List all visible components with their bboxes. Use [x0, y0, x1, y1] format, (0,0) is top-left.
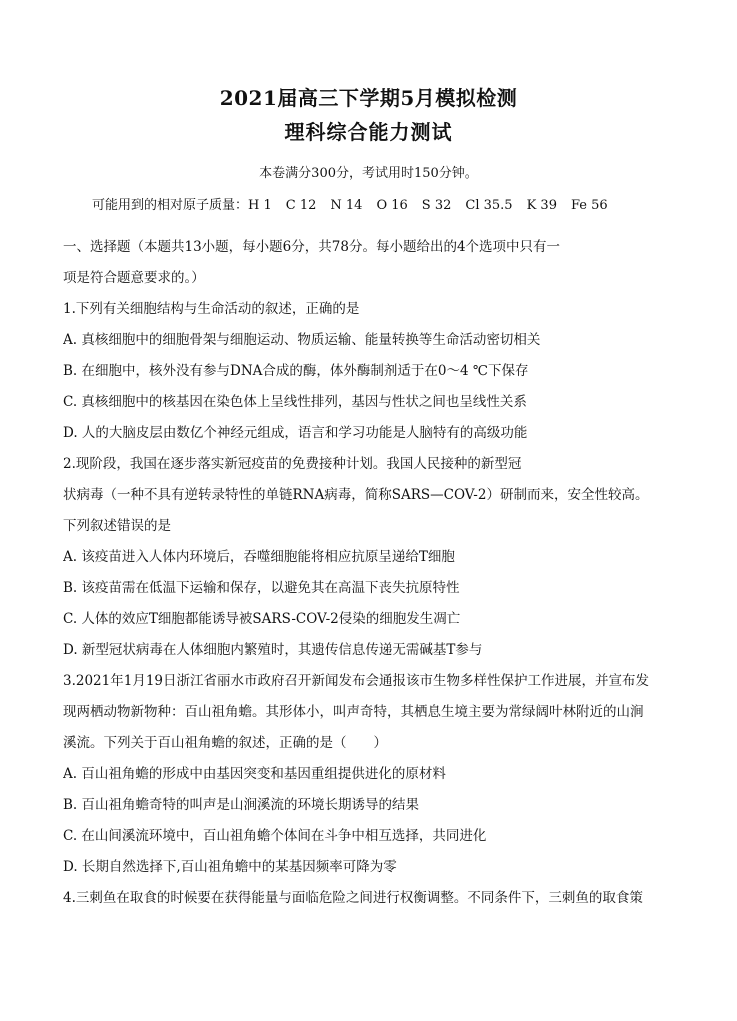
question-1-option-a: A. 真核细胞中的细胞骨架与细胞运动、物质运输、能量转换等生命活动密切相关 [63, 332, 541, 348]
section-heading: 一、选择题（本题共13小题，每小题6分，共78分。每小题给出的4个选项中只有一 [63, 239, 561, 255]
question-3-option-c: C. 在山间溪流环境中，百山祖角蟾个体间在斗争中相互选择，共同进化 [63, 828, 487, 844]
question-3-stem-cont: 溪流。下列关于百山祖角蟾的叙述，正确的是（ ） [63, 735, 387, 751]
atomic-mass-item: C 12 [285, 198, 317, 213]
question-2-option-a: A. 该疫苗进入人体内环境后，吞噬细胞能将相应抗原呈递给T细胞 [63, 549, 455, 565]
question-1-stem: 1.下列有关细胞结构与生命活动的叙述，正确的是 [63, 301, 360, 317]
question-3-option-d: D. 长期自然选择下,百山祖角蟾中的某基因频率可降为零 [63, 859, 397, 875]
atomic-mass-item: K 39 [526, 198, 557, 213]
atomic-mass-item: N 14 [330, 198, 363, 213]
exam-info: 本卷满分300分，考试用时150分钟。 [259, 166, 478, 181]
question-3-stem-cont: 现两栖动物新物种：百山祖角蟾。其形体小，叫声奇特，其栖息生境主要为常绿阔叶林附近的山涧 [63, 704, 644, 720]
question-1-option-b: B. 在细胞中，核外没有参与DNA合成的酶，体外酶制剂适于在0～4 ℃下保存 [63, 363, 529, 379]
question-3-option-b: B. 百山祖角蟾奇特的叫声是山涧溪流的环境长期诱导的结果 [63, 797, 420, 813]
atomic-mass-item: H 1 [248, 198, 272, 213]
question-2-option-d: D. 新型冠状病毒在人体细胞内繁殖时，其遗传信息传递无需碱基T参与 [63, 642, 483, 658]
question-2-option-b: B. 该疫苗需在低温下运输和保存，以避免其在高温下丧失抗原特性 [63, 580, 460, 596]
exam-subtitle: 理科综合能力测试 [284, 120, 453, 144]
question-body [63, 232, 679, 914]
atomic-mass-item: Cl 35.5 [465, 198, 513, 213]
question-3-stem: 3.2021年1月19日浙江省丽水市政府召开新闻发布会通报该市生物多样性保护工作进展，并宣布发 [63, 673, 650, 689]
question-2-option-c: C. 人体的效应T细胞都能诱导被SARS-COV-2侵染的细胞发生凋亡 [63, 611, 461, 627]
atomic-mass-item: O 16 [376, 198, 408, 213]
question-1-option-d: D. 人的大脑皮层由数亿个神经元组成，语言和学习功能是人脑特有的高级功能 [63, 425, 528, 441]
question-2-stem: 2.现阶段，我国在逐步落实新冠疫苗的免费接种计划。我国人民接种的新型冠 [63, 456, 522, 472]
atomic-mass-label: 可能用到的相对原子质量： [92, 198, 249, 213]
atomic-mass-line [92, 194, 622, 213]
atomic-mass-item: S 32 [421, 198, 452, 213]
exam-title: 2021届高三下学期5月模拟检测 [219, 86, 518, 110]
atomic-mass-item: Fe 56 [570, 198, 608, 213]
question-2-stem-cont: 下列叙述错误的是 [63, 518, 171, 534]
section-heading-cont: 项是符合题意要求的。） [63, 270, 205, 286]
question-4-stem: 4.三刺鱼在取食的时候要在获得能量与面临危险之间进行权衡调整。不同条件下，三刺鱼的取食策 [63, 890, 643, 906]
question-3-option-a: A. 百山祖角蟾的形成中由基因突变和基因重组提供进化的原材料 [63, 766, 446, 782]
question-1-option-c: C. 真核细胞中的核基因在染色体上呈线性排列，基因与性状之间也呈线性关系 [63, 394, 527, 410]
question-2-stem-cont: 状病毒（一种不具有逆转录特性的单链RNA病毒，简称SARS—COV-2）研制而来，安全性较高。 [63, 487, 649, 503]
